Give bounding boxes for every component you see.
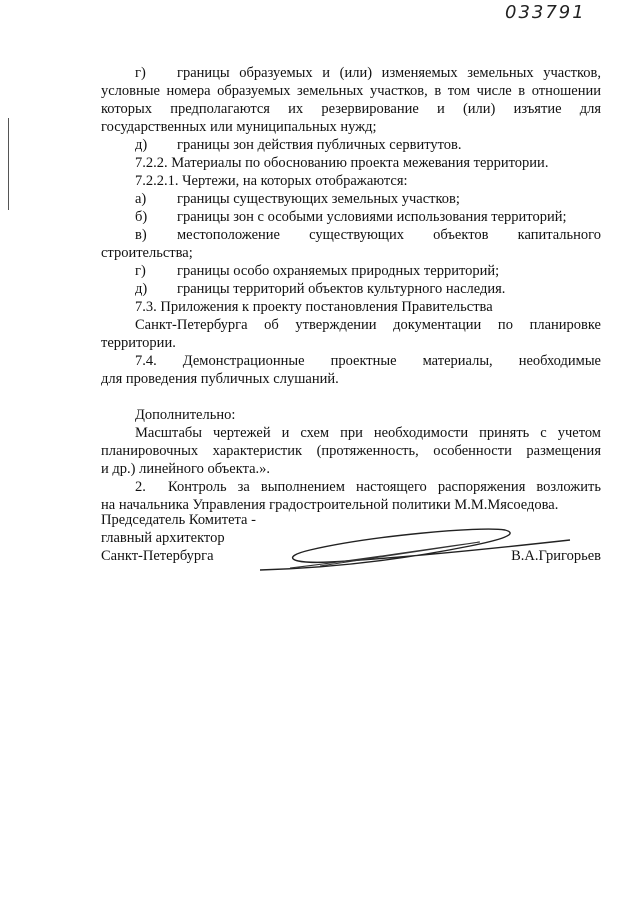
section-7-2-2-1: 7.2.2.1. Чертежи, на которых отображаются:: [135, 173, 408, 189]
item-text: границы особо охраняемых природных территорий;: [177, 263, 500, 279]
item-label: а): [135, 191, 147, 207]
signer-title-line2: главный архитектор: [101, 530, 225, 546]
text-line: для проведения публичных слушаний.: [101, 371, 339, 387]
item-a: [101, 190, 601, 208]
text-line: Масштабы чертежей и схем при необходимости принять с учетом: [135, 425, 601, 441]
handwritten-number: 033791: [505, 2, 586, 23]
signer-name: В.А.Григорьев: [511, 548, 601, 564]
item-b: [101, 208, 601, 226]
item-d1: [101, 136, 601, 154]
text-line: которых предполагаются их резервирование и (или) изъятие для: [101, 101, 601, 117]
document-body: [101, 64, 601, 514]
item-text: границы существующих земельных участков;: [177, 191, 460, 207]
item-text: границы зон действия публичных сервитутов.: [177, 137, 462, 153]
text-line: условные номера образуемых земельных участков, в том числе в отношении: [101, 83, 601, 99]
item-label: г): [135, 65, 146, 81]
item-label: д): [135, 281, 148, 297]
item-text: местоположение существующих объектов капитального: [177, 227, 601, 243]
text-line: территории.: [101, 335, 176, 351]
item-v: [101, 226, 601, 244]
section-7-3: 7.3. Приложения к проекту постановления Правительства: [135, 299, 493, 315]
signature-block: [101, 511, 601, 565]
text-line: государственных или муниципальных нужд;: [101, 119, 377, 135]
signer-title-line1: Председатель Комитета -: [101, 512, 256, 528]
text-line: на начальника Управления градостроительной политики М.М.Мясоедова.: [101, 497, 559, 513]
paragraph-2: 2. Контроль за выполнением настоящего распоряжения возложить: [135, 479, 601, 495]
item-text: границы территорий объектов культурного наследия.: [177, 281, 506, 297]
margin-mark: [8, 118, 9, 210]
text-line: Санкт-Петербурга об утверждении документации по планировке: [135, 317, 601, 333]
item-label: д): [135, 137, 148, 153]
text-line: и др.) линейного объекта.».: [101, 461, 271, 477]
item-label: г): [135, 263, 146, 279]
item-g2: [101, 262, 601, 280]
text-line: планировочных характеристик (протяженность, особенности размещения: [101, 443, 601, 459]
section-7-2-2: 7.2.2. Материалы по обоснованию проекта межевания территории.: [135, 155, 549, 171]
signer-title-line3: Санкт-Петербурга: [101, 548, 214, 564]
item-text: границы зон с особыми условиями использования территорий;: [177, 209, 567, 225]
item-g1: [101, 64, 601, 82]
item-d2: [101, 280, 601, 298]
item-label: б): [135, 209, 148, 225]
section-7-4: 7.4. Демонстрационные проектные материалы, необходимые: [135, 353, 601, 369]
additional-heading: Дополнительно:: [135, 407, 236, 423]
text-line: строительства;: [101, 245, 193, 261]
item-label: в): [135, 227, 147, 243]
item-text: границы образуемых и (или) изменяемых земельных участков,: [177, 65, 601, 81]
